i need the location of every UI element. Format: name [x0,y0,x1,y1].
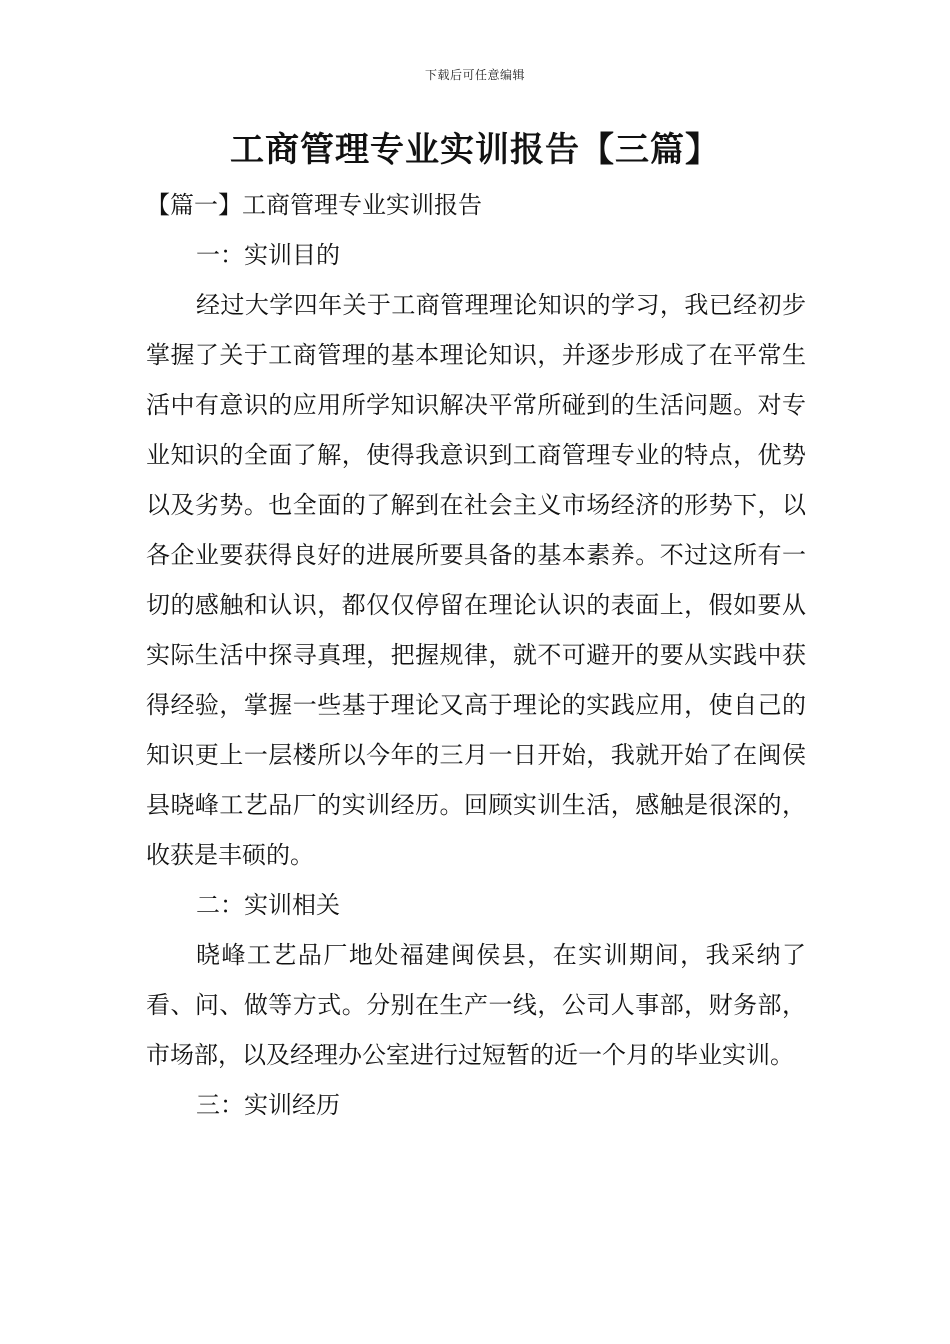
header-note: 下载后可任意编辑 [424,68,525,82]
heading-training-related: 二：实训相关 [196,891,340,919]
paragraph-training-purpose: 经过大学四年关于工商管理理论知识的学习，我已经初步掌握了关于工商管理的基本理论知识，并逐步形成了在平常生活中有意识的应用所学知识解决平常所碰到的生活问题。对专业知识的全面了解，使得我意识到工商管理专业的特点，优势以及劣势。也全面的了解到在社会主义市场经济的形势下，以各企业要获得良好的进展所要具备的基本素养。不过这所有一切的感触和认识，都仅仅停留在理论认识的表面上，假如要从实际生活中探寻真理，把握规律，就不可避开的要从实践中获得经验，掌握一些基于理论又高于理论的实践应用，使自己的知识更上一层楼所以今年的三月一日开始，我就开始了在闽侯县晓峰工艺品厂的实训经历。回顾实训生活，感触是很深的，收获是丰硕的。 [146,291,806,869]
paragraph-training-related: 晓峰工艺品厂地处福建闽侯县，在实训期间，我采纳了看、问、做等方式。分别在生产一线，公司人事部，财务部，市场部，以及经理办公室进行过短暂的近一个月的毕业实训。 [146,941,806,1069]
heading-training-purpose: 一：实训目的 [196,241,340,269]
document-body [146,180,806,1130]
document-title: 工商管理专业实训报告【三篇】 [230,130,720,170]
heading-training-experience: 三：实训经历 [196,1091,340,1119]
section-title: 【篇一】工商管理专业实训报告 [146,191,482,219]
